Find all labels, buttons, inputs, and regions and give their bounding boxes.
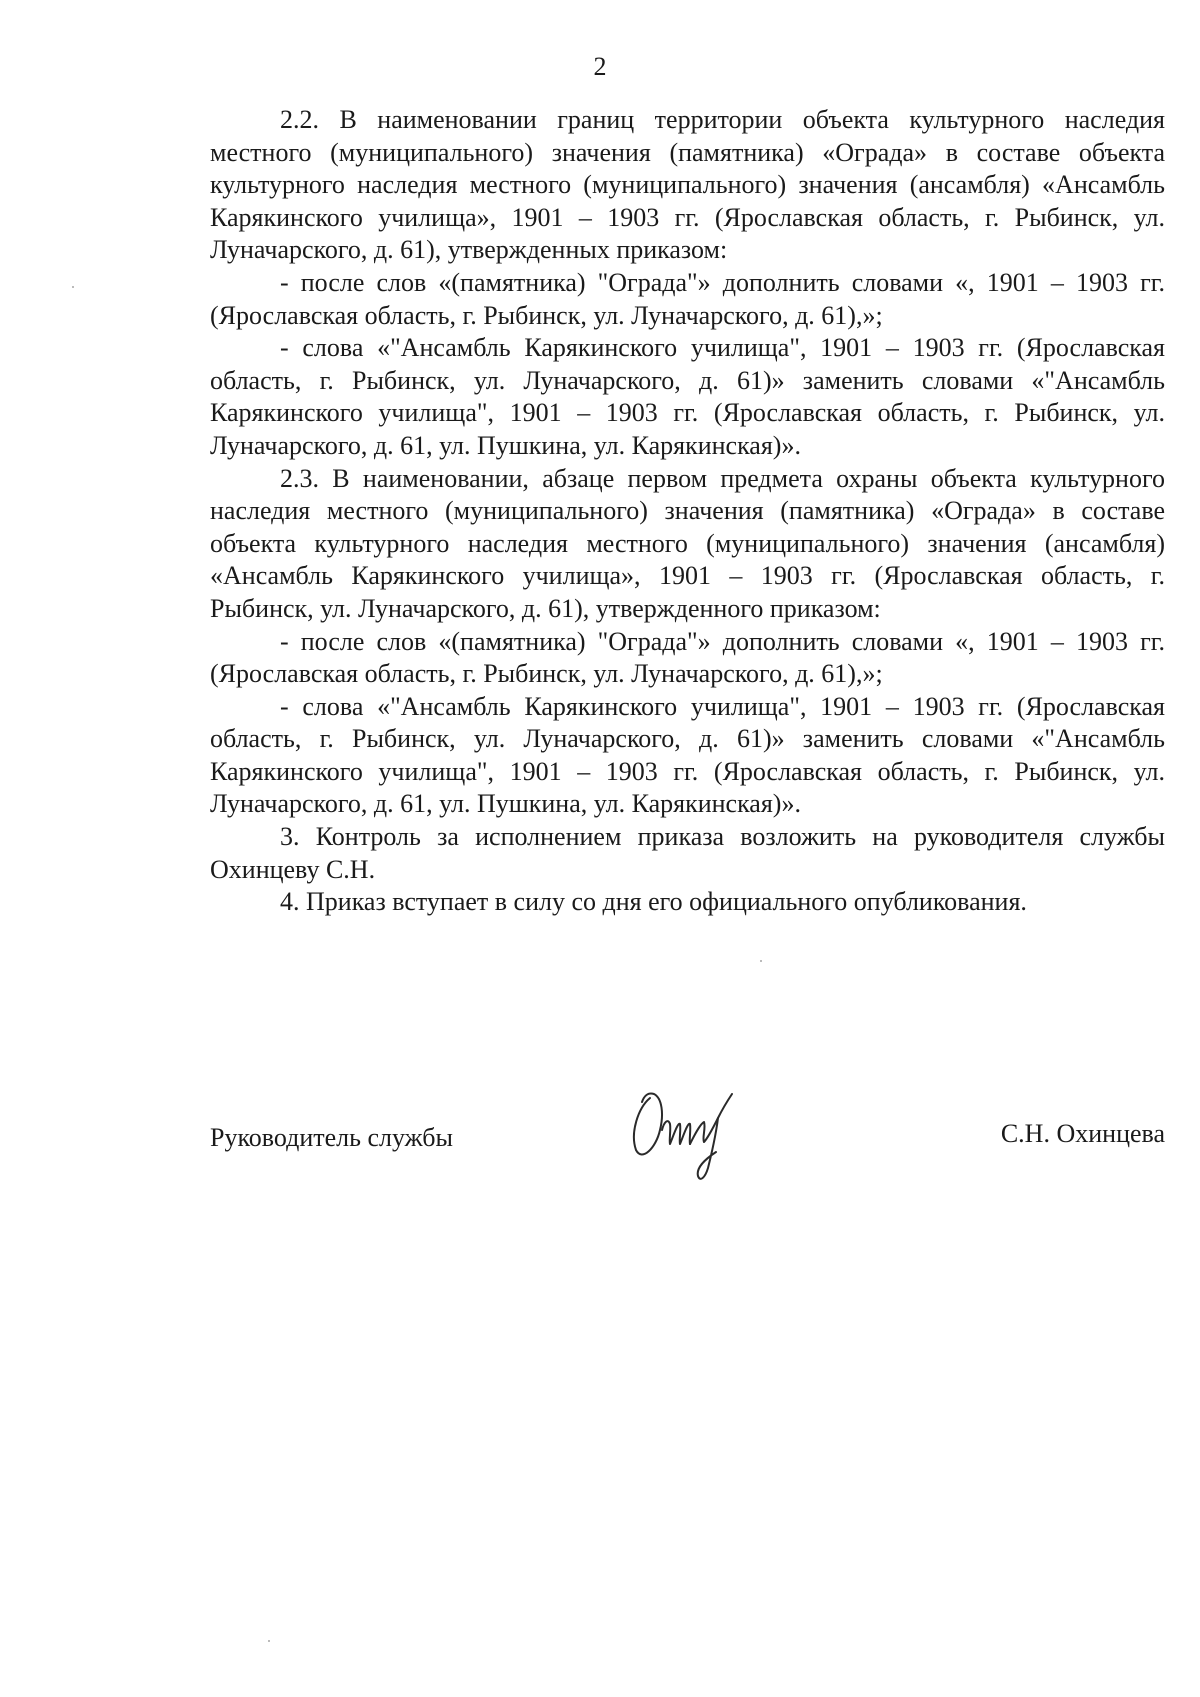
document-body (210, 104, 1165, 919)
scan-speck (72, 286, 74, 288)
scan-speck (760, 960, 762, 962)
paragraph-2-2-item-2: - слова «"Ансамбль Карякинского училища", 1901 – 1903 гг. (Ярославская область, г. Рыбинск, ул. Луначарского, д. 61)» заменить словами «"Ансамбль Карякинского училища", 1901 – 1903 гг. (Ярославская область, г. Рыбинск, ул. Луначарского, д. 61, ул. Пушкина, ул. Карякинская)». (210, 333, 1165, 460)
paragraph-2-3-item-1: - после слов «(памятника) "Ограда"» дополнить словами «, 1901 – 1903 гг. (Ярославская область, г. Рыбинск, ул. Луначарского, д. 61),»; (210, 626, 1165, 689)
scan-speck (268, 1640, 270, 1642)
handwritten-signature (620, 1078, 770, 1188)
paragraph-2-3: 2.3. В наименовании, абзаце первом предмета охраны объекта культурного наследия местного (муниципального) значения (памятника) «Ограда» в составе объекта культурного наследия местного (муниципального) значения (ансамбля) «Ансамбль Карякинского училища», 1901 – 1903 гг. (Ярославская область, г. Рыбинск, ул. Луначарского, д. 61), утвержденного приказом: (210, 463, 1165, 623)
signature-block (210, 1108, 1165, 1168)
page-number: 2 (593, 52, 607, 81)
paragraph-4: 4. Приказ вступает в силу со дня его официального опубликования. (280, 887, 1027, 917)
signer-title: Руководитель службы (210, 1123, 453, 1152)
paragraph-3: 3. Контроль за исполнением приказа возложить на руководителя службы Охинцеву С.Н. (210, 822, 1165, 884)
paragraph-2-2-item-1: - после слов «(памятника) "Ограда"» дополнить словами «, 1901 – 1903 гг. (Ярославская область, г. Рыбинск, ул. Луначарского, д. 61),»; (210, 267, 1165, 330)
paragraph-2-3-item-2: - слова «"Ансамбль Карякинского училища", 1901 – 1903 гг. (Ярославская область, г. Рыбинск, ул. Луначарского, д. 61)» заменить словами «"Ансамбль Карякинского училища", 1901 – 1903 гг. (Ярославская область, г. Рыбинск, ул. Луначарского, д. 61, ул. Пушкина, ул. Карякинская)». (210, 691, 1165, 819)
signer-name: С.Н. Охинцева (1000, 1119, 1165, 1148)
paragraph-2-2: 2.2. В наименовании границ территории объекта культурного наследия местного (муниципального) значения (памятника) «Ограда» в составе объекта культурного наследия местного (муниципального) значения (ансамбля) «Ансамбль Карякинского училища», 1901 – 1903 гг. (Ярославская область, г. Рыбинск, ул. Луначарского, д. 61), утвержденных приказом: (210, 105, 1165, 265)
